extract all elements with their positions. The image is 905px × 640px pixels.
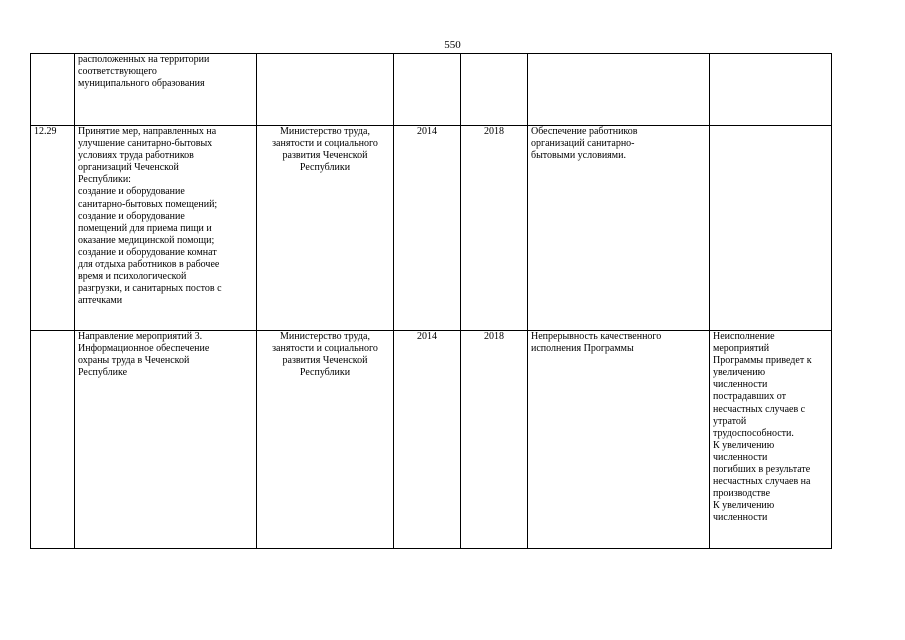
cell-text-line: исполнения Программы [531,343,634,355]
table-row [31,126,832,331]
cell-text-line: Обеспечение работников [531,126,638,137]
cell-text-line: Непрерывность качественного [531,331,662,342]
cell-text-line: занятости и социального [272,138,378,150]
cell-text-line: Республики [299,367,351,379]
cell-text-line: трудоспособности. [713,427,794,439]
cell-start-year [394,54,461,126]
cell-consequence [710,126,832,331]
cell-executor [257,54,394,126]
cell-end-year [461,331,528,549]
page-number: 550 [444,39,461,51]
cell-measure-name [75,54,257,126]
cell-expected-result [528,126,710,331]
cell-text-line: помещений для приема пищи и [78,222,212,234]
cell-text-line: создание и оборудование [78,186,185,198]
cell-text-line: несчастных случаев на [713,476,811,488]
cell-text-line: пострадавших от [713,391,787,403]
cell-text-line: Направление мероприятий 3. [78,331,203,342]
cell-text-line: время и психологической [78,271,187,283]
cell-consequence [710,54,832,126]
cell-end-year [461,126,528,331]
cell-text-line: оказание медицинской помощи; [78,234,215,246]
cell-text-line: аптечками [78,295,123,307]
cell-text-line: соответствующего [78,66,157,78]
cell-expected-result [528,54,710,126]
measures-table [30,53,832,549]
cell-text-line: Программы приведет к [713,355,812,367]
cell-text-line: организаций Чеченской [78,162,179,174]
cell-text-line: погибших в результате [713,464,811,476]
cell-text-line: мероприятий [713,343,770,355]
cell-text-line: организаций санитарно- [531,138,635,150]
cell-text-line: муниципального образования [78,78,205,90]
cell-consequence [710,331,832,549]
cell-executor [257,126,394,331]
cell-text-line: Республике [78,367,128,379]
cell-text-line: охраны труда в Чеченской [78,355,190,367]
cell-text-line: численности [713,512,768,524]
cell-text-line: улучшение санитарно-бытовых [78,138,213,150]
cell-text-line: К увеличению [713,500,775,512]
cell-text-line: Республики: [78,174,131,186]
cell-text-line: развития Чеченской [282,150,368,162]
cell-executor [257,331,394,549]
cell-expected-result [528,331,710,549]
cell-measure-name [75,126,257,331]
table-row [31,331,832,549]
cell-text-line: условиях труда работников [78,150,194,162]
table-row [31,54,832,126]
cell-start-year [394,331,461,549]
cell-number [31,54,75,126]
cell-text-line: Министерство труда, [280,331,370,342]
cell-measure-name [75,331,257,549]
cell-text-line: бытовыми условиями. [531,150,626,162]
cell-text-line: увеличению [713,367,766,379]
cell-text-line: расположенных на территории [78,54,210,65]
cell-text-line: производстве [713,488,771,500]
cell-text-line: утратой [713,415,747,427]
cell-text-line: Министерство труда, [280,126,370,137]
cell-text-line: Принятие мер, направленных на [78,126,217,137]
cell-text-line: развития Чеченской [282,355,368,367]
cell-text-line: создание и оборудование комнат [78,246,217,258]
cell-text-line: численности [713,451,768,463]
cell-text-line: Республики [299,162,351,174]
cell-end-year [461,54,528,126]
cell-text: 2018 [484,126,504,137]
cell-number [31,331,75,549]
cell-text: 12.29 [34,126,57,137]
cell-text-line: занятости и социального [272,343,378,355]
cell-text: 2014 [417,331,437,342]
cell-text-line: санитарно-бытовых помещений; [78,198,218,210]
cell-start-year [394,126,461,331]
cell-text: 2018 [484,331,504,342]
cell-text-line: для отдыха работников в рабочее [78,259,220,271]
cell-text-line: Информационное обеспечение [78,343,210,355]
cell-text-line: создание и оборудование [78,210,185,222]
cell-number [31,126,75,331]
cell-text: 2014 [417,126,437,137]
cell-text-line: несчастных случаев с [713,403,806,415]
cell-text-line: Неисполнение [713,331,775,342]
cell-text-line: К увеличению [713,439,775,451]
cell-text-line: численности [713,379,768,391]
cell-text-line: разгрузки, и санитарных постов с [78,283,222,295]
